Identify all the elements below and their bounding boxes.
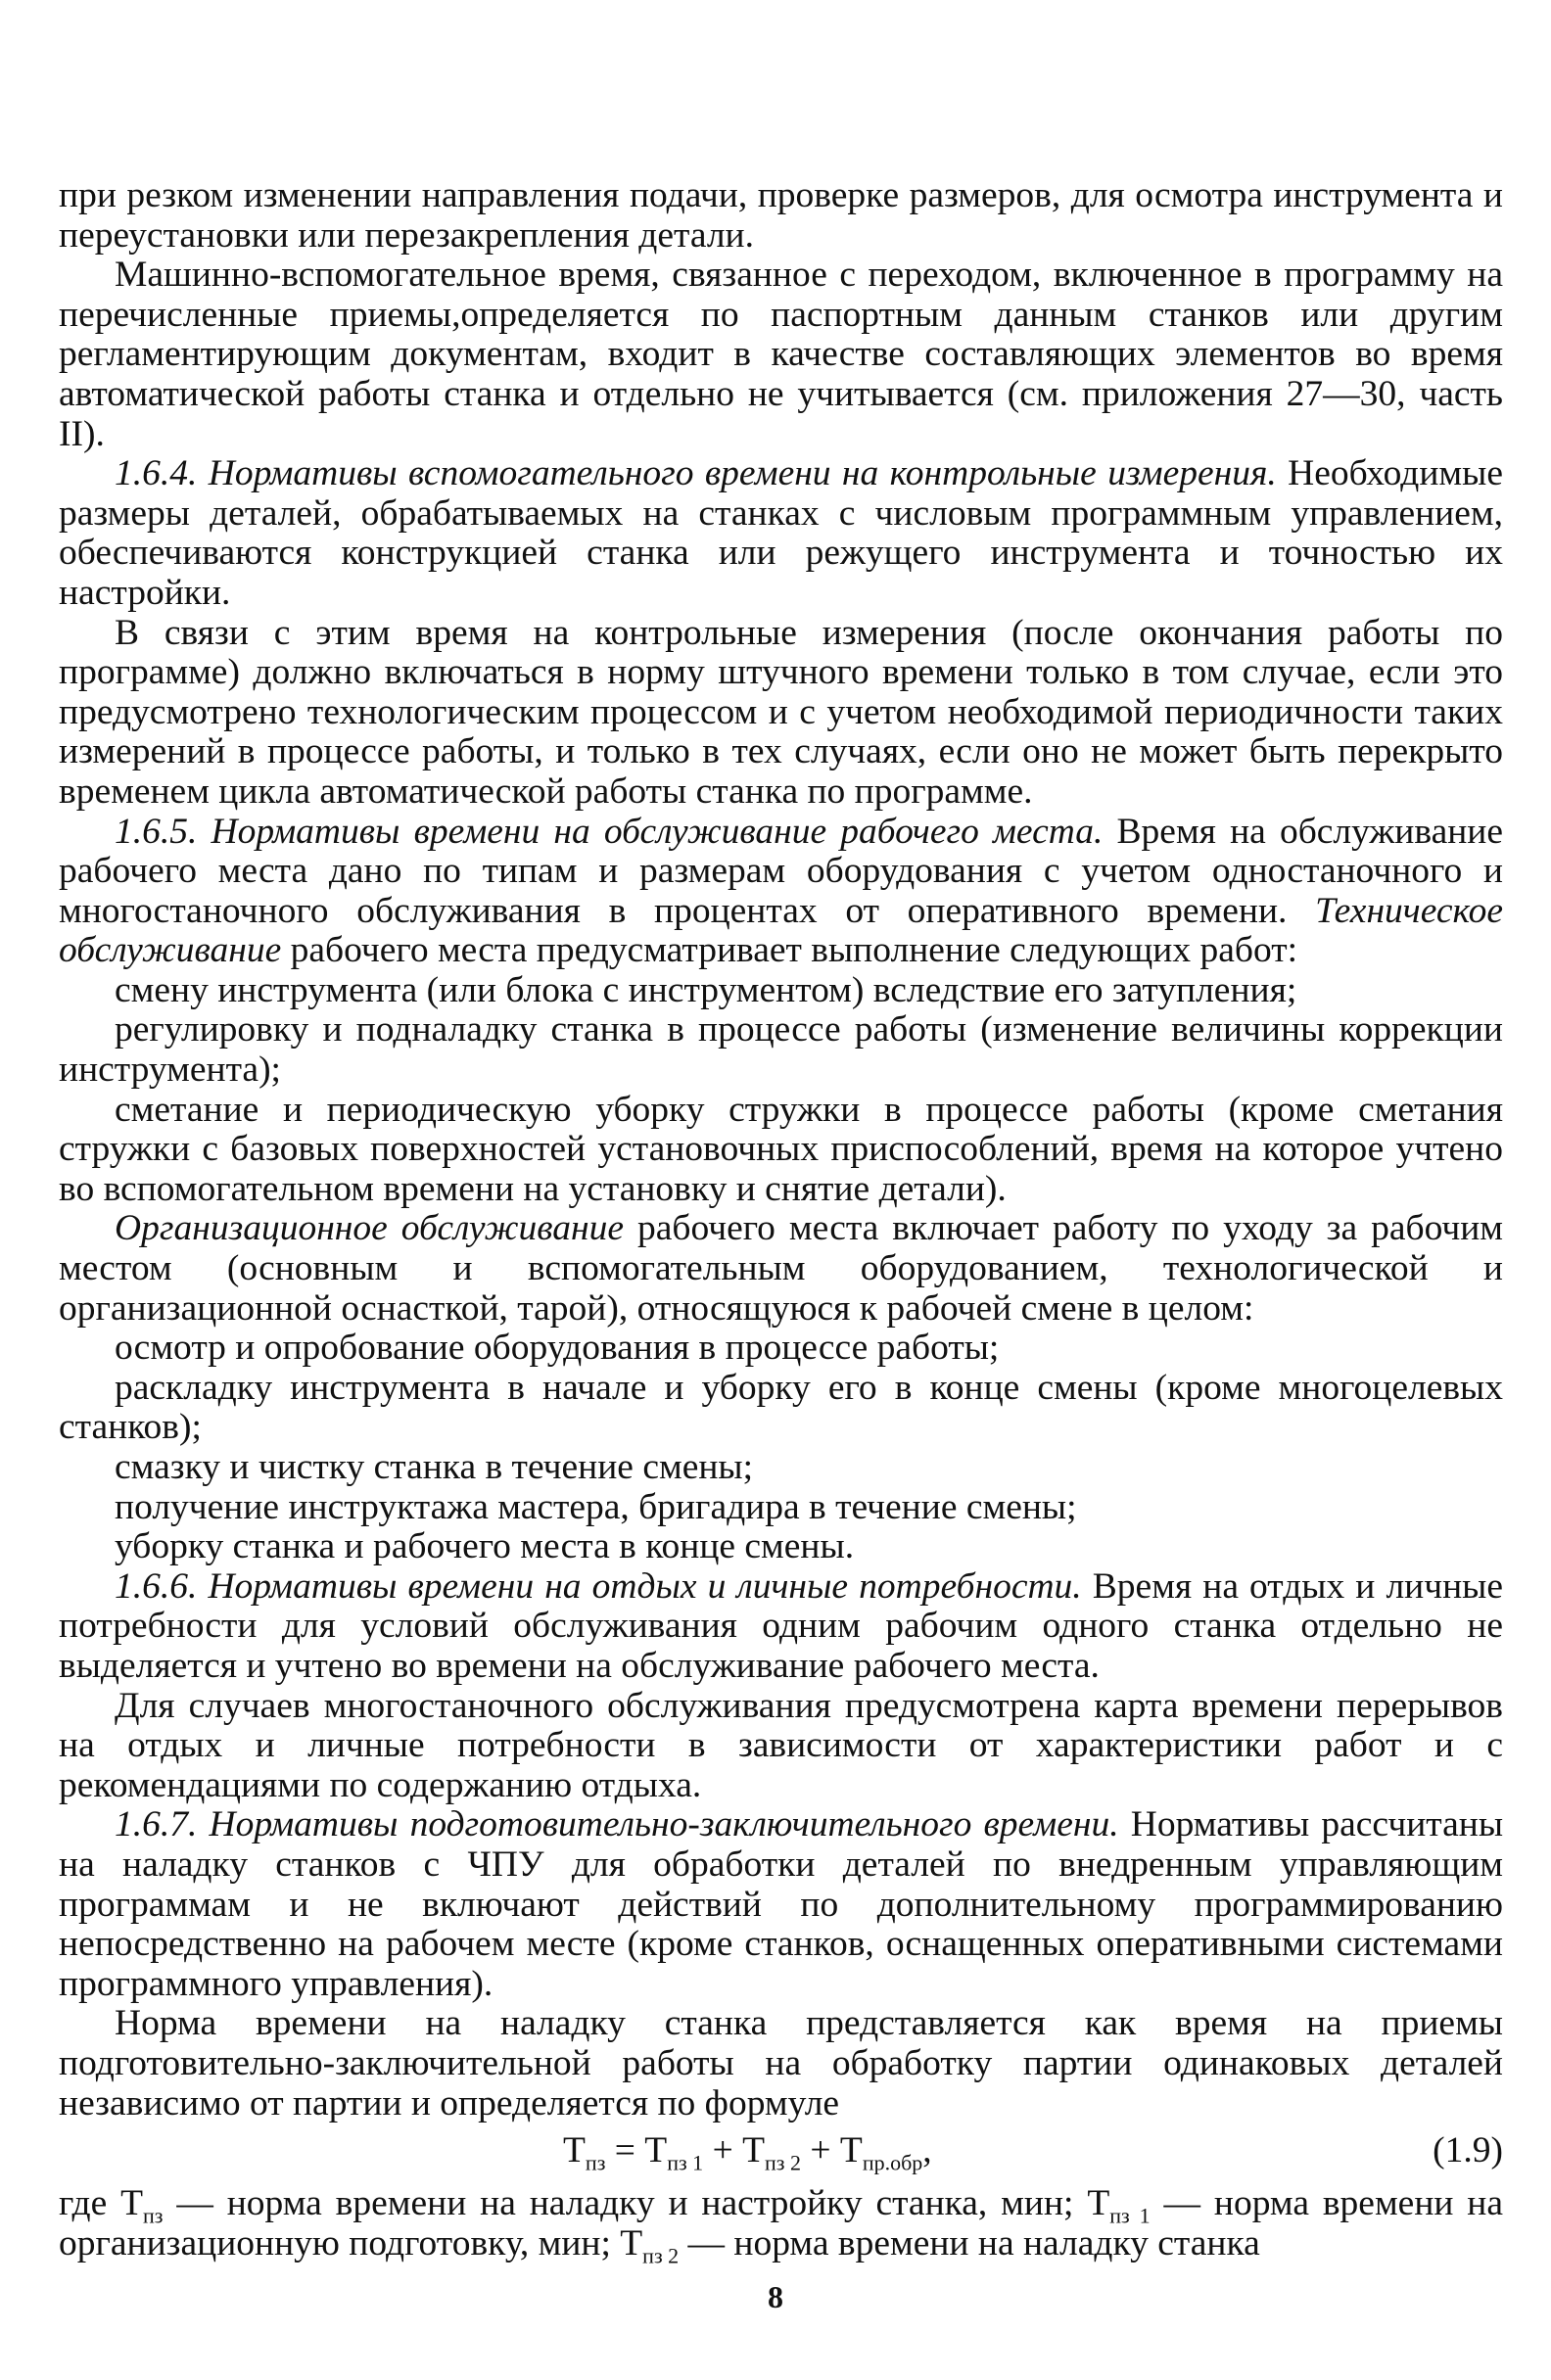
formula-legend: где $T_{пз}$ — норма времени на наладку и настройку станка, мин; $T_{пз 1}$ — норма времени на организационную подготовку, мин; $T_{пз 2}$ — норма времени на наладку станка xyxy=(59,2183,1504,2268)
list-item: получение инструктажа мастера, бригадира в течение смены; xyxy=(115,1486,1077,1527)
term-technical-service: Техническое обслуживание xyxy=(59,890,1503,971)
section-text-1-6-4: Необходимые размеры деталей, обрабатываемых на станках с числовым программным управлением, обеспечиваются конструкцией станка или режущего инструмента и точностью их настройки. xyxy=(59,453,1503,613)
section-1-6-6 xyxy=(59,1567,1503,1687)
organizational-service-text: рабочего места включает работу по уходу за рабочим местом (основным и вспомогательным оборудованием, технологической и организационной оснасткой, тарой), относящуюся к рабочей смене в целом: xyxy=(59,1208,1504,1329)
formula-1-9 xyxy=(59,2123,1503,2184)
paragraph-control-measurements: В связи с этим время на контрольные измерения (после окончания работы по программе) должно включаться в норму штучного времени только в том случае, если это предусмотрено технологическим процессом и с учетом необходимой периодичности таких измерений в процессе работы, и только в тех случаях, если оно не может быть перекрыто временем цикла автоматической работы станка по программе. xyxy=(59,612,1503,812)
list-item: уборку станка и рабочего места в конце смены. xyxy=(115,1526,855,1567)
list-item: смазку и чистку станка в течение смены; xyxy=(115,1447,754,1487)
page-number: 8 xyxy=(768,2279,783,2314)
paragraph-organizational-service xyxy=(59,1209,1503,1329)
term-organizational-service: Организационное обслуживание xyxy=(115,1208,624,1249)
paragraph-multi-machine: Для случаев многостаночного обслуживания предусмотрена карта времени перерывов на отдых и личные потребности в зависимости от характеристики работ и с рекомендациями по содержанию отдыха. xyxy=(59,1685,1503,1805)
section-text-1-6-5: Время на обслуживание рабочего места дано по типам и размерам оборудования с учетом одностаночного и многостаночного обслуживания в процентах от оперативного времени. xyxy=(59,811,1504,931)
section-1-6-4 xyxy=(59,454,1503,613)
formula-expression: $T_{пз} = T_{пз 1} + T_{пз 2} + T_{пр.обр}$, xyxy=(563,2130,932,2175)
paragraph-machine-time: Машинно-вспомогательное время, связанное с переходом, включенное в программу на перечисленные приемы,определяется по паспортным данным станков или другим регламентирующим документам, входит в качестве составляющих элементов во время автоматической работы станка и отдельно не учитывается (см. приложения 27—30, часть II). xyxy=(59,255,1503,454)
section-heading-1-6-6: 1.6.6. Нормативы времени на отдых и личные потребности. xyxy=(115,1565,1082,1607)
list-item: сметание и периодическую уборку стружки в процессе работы (кроме сметания стружки с базовых поверхностей установочных приспособлений, время на которое учтено во вспомогательном времени на установку и снятие детали). xyxy=(59,1089,1503,1209)
section-heading-1-6-5: 1.6.5. Нормативы времени на обслуживание рабочего места. xyxy=(115,811,1104,852)
section-text-1-6-7: Нормативы рассчитаны на наладку станков с ЧПУ для обработки деталей по внедренным управляющим программам и не включают действий по дополнительному программированию непосредственно на рабочем месте (кроме станков, оснащенных оперативными системами программного управления). xyxy=(59,1804,1504,2004)
paragraph-setup-norm: Норма времени на наладку станка представляется как время на приемы подготовительно-заключительной работы на обработку партии одинаковых деталей независимо от партии и определяется по формуле xyxy=(59,2003,1503,2123)
section-heading-1-6-4: 1.6.4. Нормативы вспомогательного времени на контрольные измерения. xyxy=(115,453,1277,494)
list-item: регулировку и подналадку станка в процессе работы (изменение величины коррекции инструмента); xyxy=(59,1009,1503,1091)
section-heading-1-6-7: 1.6.7. Нормативы подготовительно-заключительного времени. xyxy=(115,1804,1119,1845)
document-page xyxy=(59,175,1504,2268)
section-text-1-6-6: Время на отдых и личные потребности для условий обслуживания одним рабочим одного станка отдельно не выделяется и учтено во времени на обслуживание рабочего места. xyxy=(59,1565,1504,1686)
section-1-6-5 xyxy=(59,813,1503,971)
section-1-6-7 xyxy=(59,1805,1503,2004)
formula-number: (1.9) xyxy=(1433,2130,1503,2171)
list-item: раскладку инструмента в начале и уборку его в конце смены (кроме многоцелевых станков); xyxy=(59,1367,1503,1448)
list-item: осмотр и опробование оборудования в процессе работы; xyxy=(115,1328,1000,1369)
list-item: смену инструмента (или блока с инструментом) вследствие его затупления; xyxy=(115,969,1297,1010)
paragraph-continuation: при резком изменении направления подачи, проверке размеров, для осмотра инструмента и переустановки или перезакрепления детали. xyxy=(59,175,1503,256)
technical-service-text: рабочего места предусматривает выполнение следующих работ: xyxy=(290,930,1298,971)
